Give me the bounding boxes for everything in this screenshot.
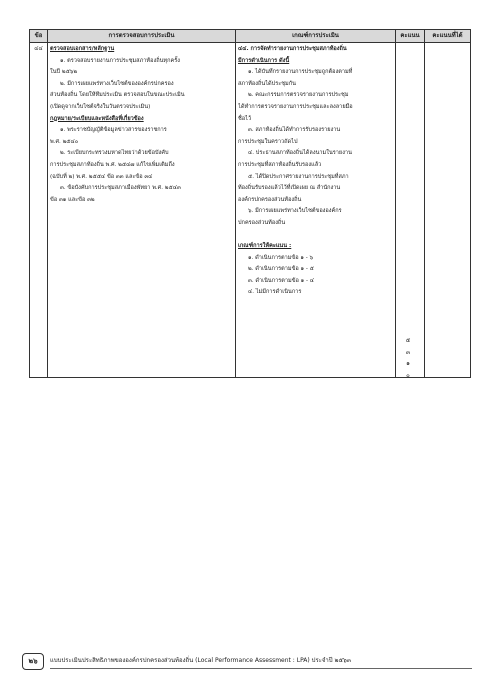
criteria-column	[238, 44, 394, 299]
page-number: ๒๖	[22, 653, 44, 670]
row-number: ๔๔	[34, 46, 43, 52]
criteria-line: ชื่อไว้	[238, 115, 252, 122]
criteria-line: ปกครองส่วนท้องถิ่น	[238, 219, 286, 226]
check-line: ในปี ๒๕๖๒	[50, 69, 78, 76]
header-number: ข้อ	[34, 32, 43, 39]
criteria-line: สภาท้องถิ่นได้ประชุมกัน	[238, 80, 296, 87]
header-score: คะแนน	[400, 32, 420, 39]
criteria-line: ๑. ดำเนินการตามข้อ ๑ - ๖	[248, 254, 314, 261]
criteria-line: ๑. ได้บันทึกรายงานการประชุมถูกต้องตามที่	[248, 69, 353, 76]
score-value: ๐	[406, 371, 410, 379]
criteria-line: ๔. ประธานสภาท้องถิ่นได้ลงนามในรายงาน	[248, 150, 352, 157]
criteria-line: ได้ทำการตรวจรายงานการประชุมและลงลายมือ	[238, 103, 353, 110]
criteria-line: มีการดำเนินการ ดังนี้	[238, 57, 290, 64]
column-divider	[395, 30, 396, 377]
score-value: ๓	[405, 348, 411, 356]
header-score-got: คะแนนที่ได้	[432, 32, 463, 39]
criteria-line: ๔. ไม่มีการดำเนินการ	[248, 289, 302, 296]
check-line: (เปิดดูจากเว็บไซต์จริงในวันตรวจประเมิน)	[50, 103, 151, 110]
score-column	[394, 335, 422, 381]
check-column	[50, 44, 234, 206]
footer-text: แบบประเมินประสิทธิภาพขององค์กรปกครองส่วนท้องถิ่น (Local Performance Assessment : LPA) ประจำปี ๒๕๖๓	[50, 657, 351, 664]
check-line: ข้อ ๓๑ และข้อ ๓๒	[50, 196, 95, 203]
column-divider	[235, 30, 236, 377]
score-value: ๑	[406, 360, 410, 368]
check-line: ส่วนท้องถิ่น โดยให้ทีมประเมิน ตรวจสอบในขณะประเมิน	[50, 92, 185, 99]
criteria-line: การประชุมในคราวถัดไป	[238, 138, 298, 145]
criteria-line: เกณฑ์การให้คะแนน :	[238, 243, 292, 250]
criteria-line: ๒. ดำเนินการตามข้อ ๑ - ๕	[248, 266, 314, 273]
column-divider	[424, 30, 425, 377]
check-line: (ฉบับที่ ๒) พ.ศ. ๒๕๕๔ ข้อ ๓๓ และข้อ ๓๔	[50, 173, 153, 180]
criteria-line: ๔๔. การจัดทำรายงานการประชุมสภาท้องถิ่น	[238, 46, 347, 52]
check-line: การประชุมสภาท้องถิ่น พ.ศ. ๒๕๔๗ แก้ไขเพิ่มเติมถึง	[50, 161, 175, 168]
column-divider	[47, 30, 48, 377]
criteria-line: องค์กรปกครองส่วนท้องถิ่น	[238, 196, 302, 203]
page-footer	[22, 651, 472, 673]
header-check: การตรวจสอบการประเมิน	[108, 32, 175, 39]
criteria-line: ท้องถิ่นรับรองแล้วไว้ที่เปิดเผย ณ สำนักงาน	[238, 185, 341, 192]
check-line: ๑. ตรวจสอบรายงานการประชุมสภาท้องถิ่นทุกครั้ง	[60, 57, 180, 64]
criteria-line	[238, 230, 394, 242]
check-line: พ.ศ. ๒๕๔๐	[50, 138, 79, 145]
check-line: ๒. มีการเผยแพร่ทางเว็บไซต์ขององค์กรปกครอง	[60, 80, 174, 87]
header-criteria: เกณฑ์การประเมิน	[292, 32, 339, 39]
criteria-line: ๓. ดำเนินการตามข้อ ๑ - ๔	[248, 277, 315, 284]
check-line: ๑. พระราชบัญญัติข้อมูลข่าวสารของราชการ	[60, 127, 167, 134]
criteria-line: ๕. ได้ปิดประกาศรายงานการประชุมที่สภา	[248, 173, 349, 180]
score-value: ๕	[405, 337, 411, 344]
criteria-line: ๖. มีการเผยแพร่ทางเว็บไซต์ขององค์กร	[248, 208, 342, 215]
criteria-line: ๓. สภาท้องถิ่นได้ทำการรับรองรายงาน	[248, 127, 341, 134]
check-line: ตรวจสอบเอกสาร/หลักฐาน	[50, 46, 115, 52]
assessment-table	[29, 29, 471, 378]
check-line: กฎหมาย/ระเบียบและหนังสือที่เกี่ยวข้อง	[50, 115, 144, 122]
check-line: ๒. ระเบียบกระทรวงมหาดไทยว่าด้วยข้อบังคับ	[60, 150, 169, 157]
criteria-line: ๒. คณะกรรมการตรวจรายงานการประชุม	[248, 92, 349, 99]
footer-divider	[50, 668, 472, 669]
criteria-line: การประชุมที่สภาท้องถิ่นรับรองแล้ว	[238, 161, 322, 168]
check-line: ๓. ข้อบังคับการประชุมสภาเมืองพัทยา พ.ศ. ๒๕๔๓	[60, 185, 181, 192]
